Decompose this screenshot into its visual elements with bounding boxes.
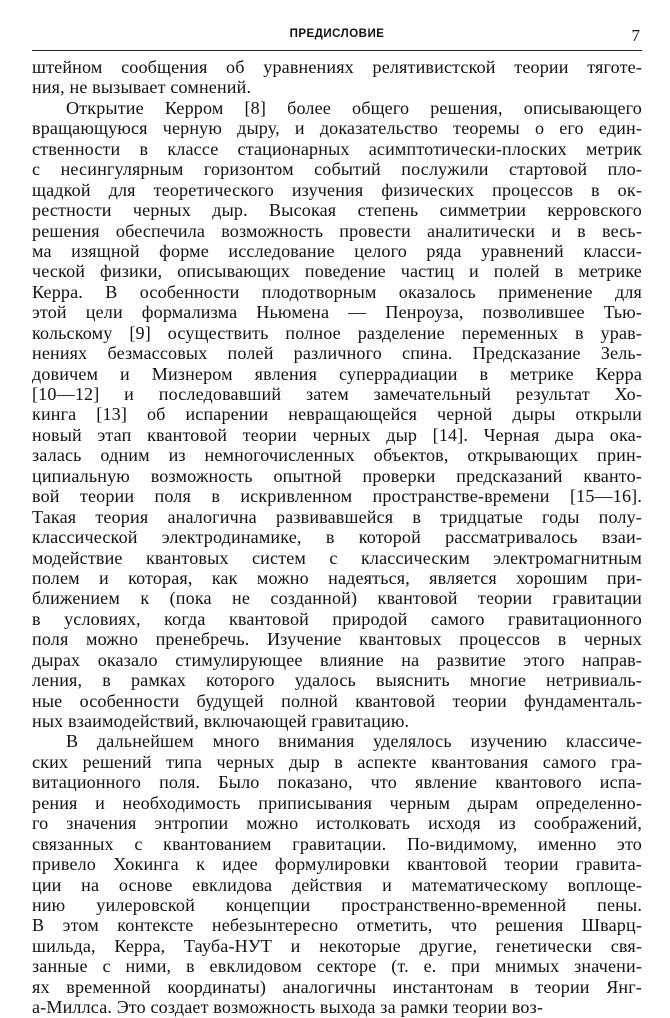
text-line: Открытие Керром [8] более общего решения, описывающего bbox=[66, 97, 642, 118]
text-line: Такая теория аналогична развивавшейся в тридцатые годы полу- bbox=[32, 506, 642, 527]
text-line: новый этап квантовой теории черных дыр [14]. Черная дыра ока- bbox=[32, 424, 642, 445]
text-line: шильда, Керра, Тауба-НУТ и некоторые другие, генетически свя- bbox=[32, 935, 642, 956]
text-line: ципиальную возможность опытной проверки предсказаний кванто- bbox=[32, 465, 642, 486]
text-line: ских решений типа черных дыр в аспекте квантования самого гра- bbox=[32, 751, 642, 772]
text-line: дырах оказало стимулирующее влияние на развитие этого направ- bbox=[32, 649, 642, 670]
text-line: а-Миллса. Это создает возможность выхода за рамки теории воз- bbox=[32, 997, 544, 1018]
text-line: штейном сообщения об уравнениях релятивистской теории тяготе- bbox=[32, 57, 642, 77]
paragraph bbox=[32, 98, 642, 732]
text-line: нию уилеровской концепции пространственно-временной пены. bbox=[32, 894, 642, 915]
text-line: щадкой для теоретического изучения физических процессов в ок- bbox=[32, 179, 642, 200]
text-line: довичем и Мизнером явления суперрадиации в метрике Керра bbox=[32, 363, 642, 384]
running-title: ПРЕДИСЛОВИЕ bbox=[289, 28, 385, 40]
text-line: модействие квантовых систем с классическим электромагнитным bbox=[32, 547, 642, 568]
text-line: классической электродинамике, в которой рассматривалось взаи- bbox=[32, 527, 642, 548]
text-line: ции на основе евклидова действия и математическому воплоще- bbox=[32, 874, 642, 895]
text-line: ях временной координаты) аналогичны инстантонам в теории Янг- bbox=[32, 976, 642, 997]
text-line: кольскому [9] осуществить полное разделение переменных в урав- bbox=[32, 322, 642, 343]
text-line: рения и необходимость приписывания черным дырам определенно- bbox=[32, 792, 642, 813]
text-line: ственности в классе стационарных асимптотически-плоских метрик bbox=[32, 138, 642, 159]
text-line: вращающуюся черную дыру, и доказательство теоремы о его един- bbox=[32, 118, 642, 139]
paragraph bbox=[32, 731, 642, 1017]
body-text bbox=[32, 57, 642, 1018]
text-line: ления, в рамках которого удалось выяснить многие нетривиаль- bbox=[32, 670, 642, 691]
running-header bbox=[32, 28, 642, 51]
text-line: нениях безмассовых полей различного спина. Предсказание Зель- bbox=[32, 343, 642, 364]
text-line: этой цели формализма Ньюмена — Пенроуза, позволившее Тью- bbox=[32, 302, 642, 323]
text-line: вой теории поля в искривленном пространстве-времени [15—16]. bbox=[32, 486, 642, 507]
paragraph bbox=[32, 57, 642, 98]
text-line: рестности черных дыр. Высокая степень симметрии керровского bbox=[32, 200, 642, 221]
text-line: ные особенности будущей полной квантовой теории фундаменталь- bbox=[32, 690, 642, 711]
text-line: ческой физики, описывающих поведение частиц и полей в метрике bbox=[32, 261, 642, 282]
text-line: В дальнейшем много внимания уделялось изучению классиче- bbox=[66, 731, 642, 752]
text-line: Керра. В особенности плодотворным оказалось применение для bbox=[32, 281, 642, 302]
page-number: 7 bbox=[631, 26, 640, 45]
text-line: витационного поля. Было показано, что явление квантового испа- bbox=[32, 772, 642, 793]
text-line: ближением к (пока не созданной) квантовой теории гравитации bbox=[32, 588, 642, 609]
text-line: занные с ними, в евклидовом секторе (т. е. при мнимых значени- bbox=[32, 956, 642, 977]
text-line: В этом контексте небезынтересно отметить, что решения Шварц- bbox=[32, 915, 642, 936]
text-line: ния, не вызывает сомнений. bbox=[32, 77, 252, 98]
text-line: ма изящной форме исследование целого ряда уравнений класси- bbox=[32, 240, 642, 261]
text-line: с несингулярным горизонтом событий послужили стартовой пло- bbox=[32, 159, 642, 180]
text-line: в условиях, когда квантовой природой самого гравитационного bbox=[32, 608, 642, 629]
text-line: решения обеспечила возможность провести аналитически и в весь- bbox=[32, 220, 642, 241]
text-line: поля можно пренебречь. Изучение квантовых процессов в черных bbox=[32, 629, 642, 650]
text-line: связанных с квантованием гравитации. По-видимому, именно это bbox=[32, 833, 642, 854]
text-line: ных взаимодействий, включающей гравитацию. bbox=[32, 711, 410, 731]
text-line: го значения энтропии можно истолковать исходя из соображений, bbox=[32, 813, 642, 834]
text-line: залась одним из немногочисленных объектов, открывающих прин- bbox=[32, 445, 642, 466]
text-line: полем и которая, как можно надеяться, является хорошим при- bbox=[32, 567, 642, 588]
text-line: [10—12] и последовавший затем замечательный результат Хо- bbox=[32, 384, 642, 404]
text-line: привело Хокинга к идее формулировки квантовой теории гравита- bbox=[32, 854, 642, 875]
text-line: кинга [13] об испарении невращающейся черной дыры открыли bbox=[32, 404, 642, 425]
